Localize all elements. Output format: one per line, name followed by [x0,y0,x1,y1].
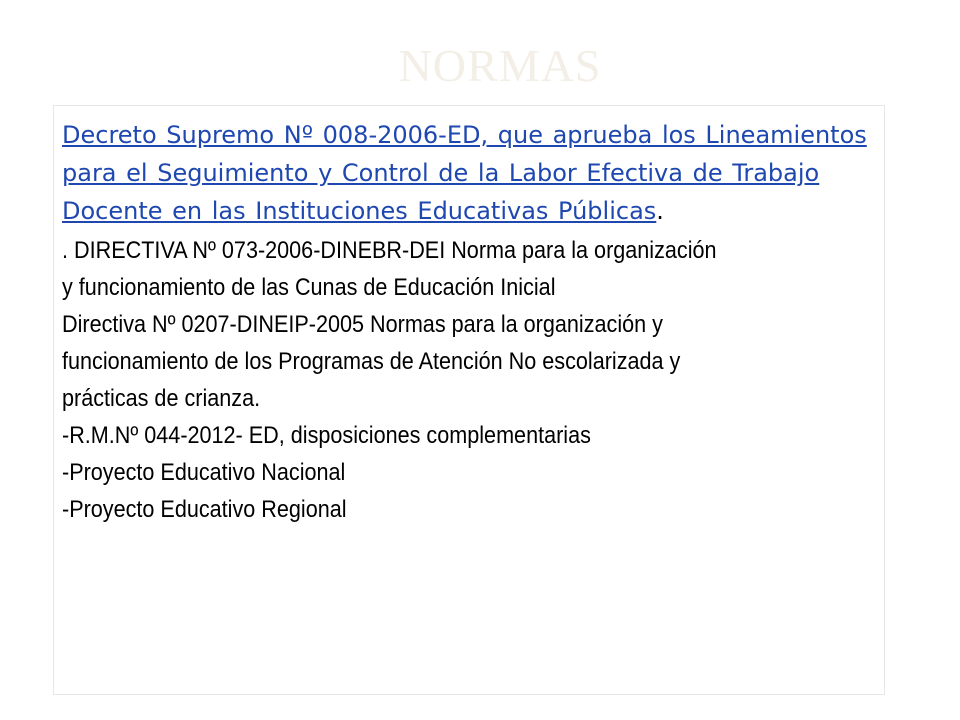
directiva-0207-line-3: prácticas de crianza. [62,385,261,412]
directiva-0207-line-1: Directiva Nº 0207-DINEIP-2005 Normas para la organización y [62,311,663,338]
proyecto-nacional-line: -Proyecto Educativo Nacional [62,459,346,486]
rm-044-2012-line: -R.M.Nº 044-2012- ED, disposiciones complementarias [62,422,591,449]
decree-paragraph [62,116,876,230]
proyecto-regional-line: -Proyecto Educativo Regional [62,496,347,523]
slide-title: NORMAS [398,40,602,91]
directiva-073-line-2: y funcionamiento de las Cunas de Educación Inicial [62,274,556,301]
directiva-073-line-1: . DIRECTIVA Nº 073-2006-DINEBR-DEI Norma para la organización [62,237,717,264]
decree-link[interactable]: Decreto Supremo Nº 008-2006-ED, que aprueba los Lineamientos para el Seguimiento y Control de la Labor Efectiva de Trabajo Docente en las Instituciones Educativas Públicas [62,121,867,225]
directiva-0207-line-2: funcionamiento de los Programas de Atención No escolarizada y [62,348,681,375]
content-box [53,105,885,695]
decree-suffix: . [656,197,664,225]
